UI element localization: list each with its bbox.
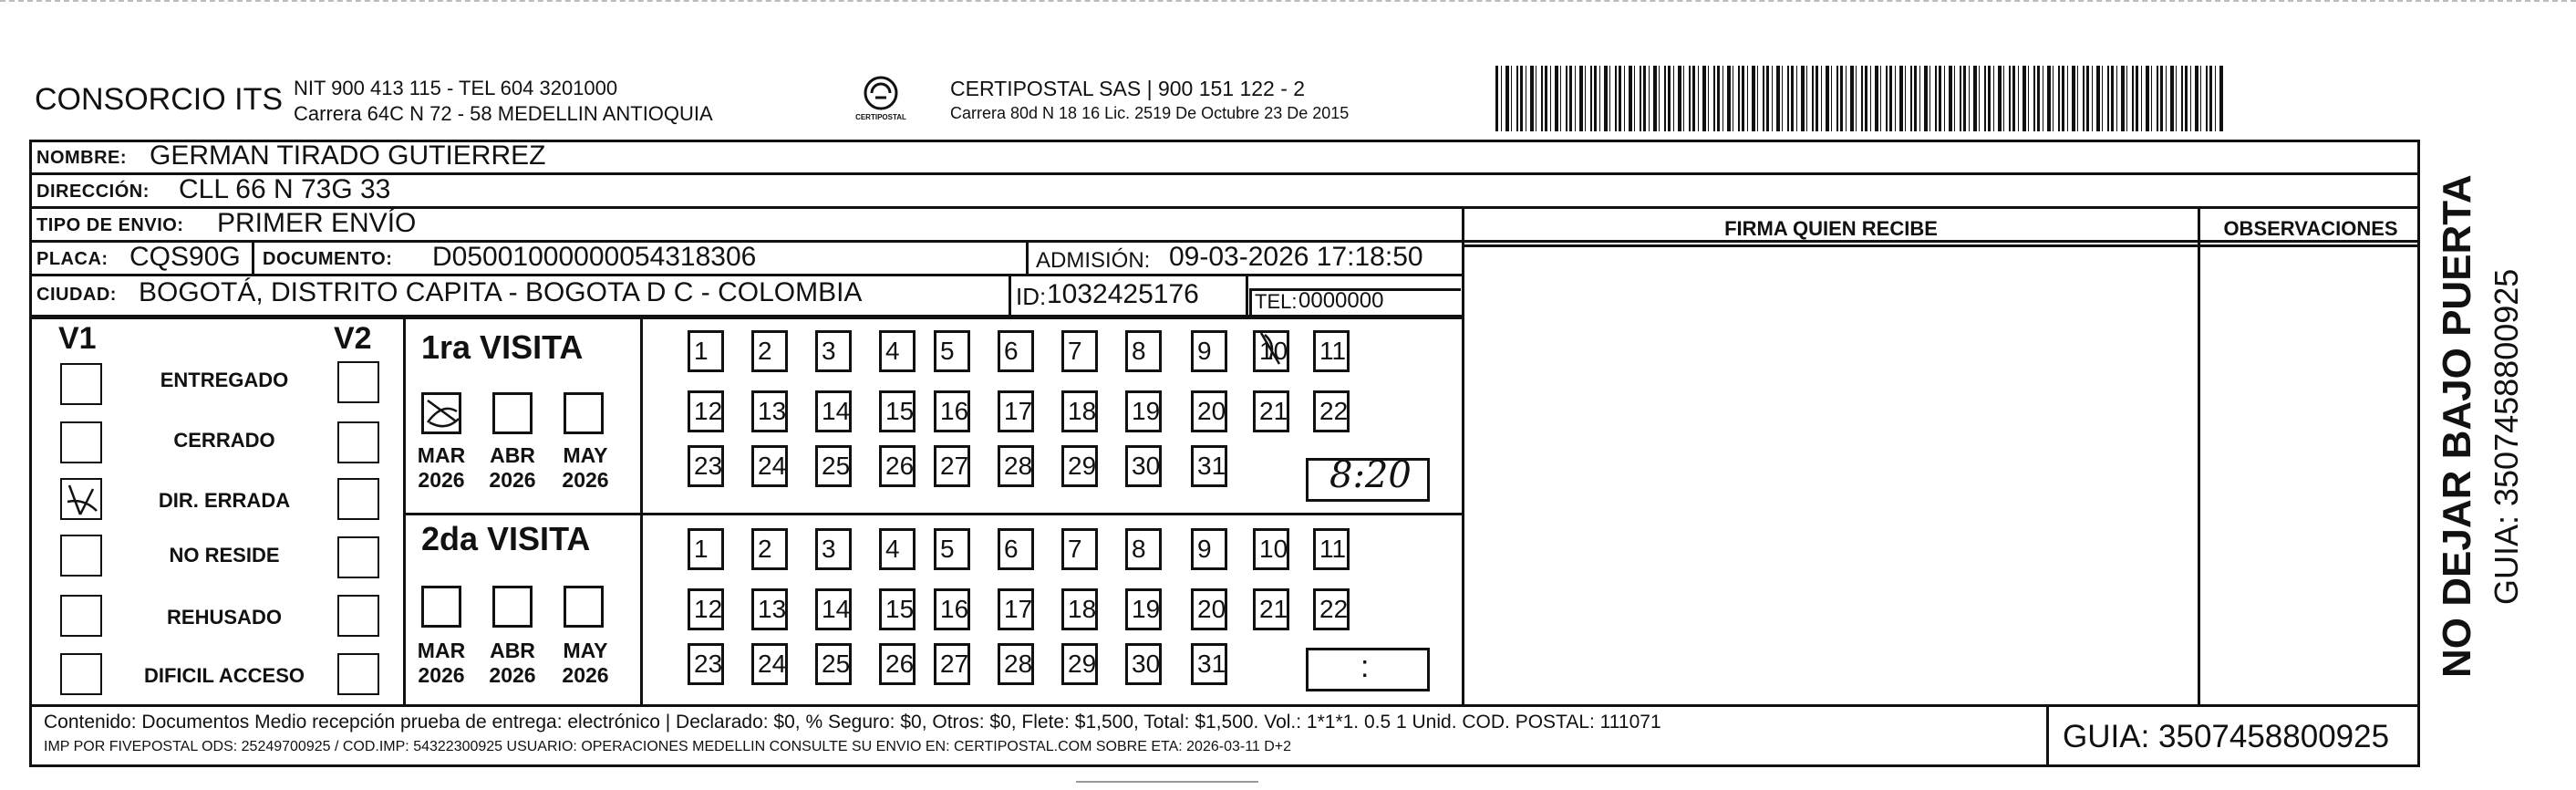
second-visit-month-may: [556, 639, 615, 688]
status-cerrado: CERRADO: [173, 429, 275, 452]
first-visit-day-3[interactable]: 3: [815, 330, 852, 372]
first-visit-day-22[interactable]: 22: [1313, 390, 1350, 432]
first-visit-day-4[interactable]: 4: [879, 330, 916, 372]
first-visit-day-26[interactable]: 26: [879, 445, 916, 487]
first-visit-day-16[interactable]: 16: [934, 390, 970, 432]
second-visit-day-25[interactable]: 25: [815, 643, 852, 685]
second-visit-day-14[interactable]: 14: [815, 588, 852, 630]
month-year: 2026: [562, 663, 609, 687]
month-year: 2026: [418, 663, 465, 687]
v2-checkbox-dificil-acceso[interactable]: [337, 653, 379, 695]
month-year: 2026: [489, 663, 536, 687]
v1-checkbox-dificil-acceso[interactable]: [60, 653, 102, 695]
col-line: [1009, 274, 1011, 315]
first-visit-day-9[interactable]: 9: [1191, 330, 1227, 372]
handwritten-check-mark: [62, 480, 100, 518]
first-visit-day-12[interactable]: 12: [688, 390, 724, 432]
second-visit-time-placeholder: :: [1360, 650, 1370, 684]
first-visit-month-mar: [412, 443, 471, 493]
second-visit-day-27[interactable]: 27: [934, 643, 970, 685]
first-visit-day-6[interactable]: 6: [998, 330, 1034, 372]
v1-checkbox-no-reside[interactable]: [60, 535, 102, 577]
second-visit-day-16[interactable]: 16: [934, 588, 970, 630]
row-line: [29, 274, 1464, 276]
second-visit-month-checkbox-may[interactable]: [564, 586, 604, 628]
status-dir-errada: DIR. ERRADA: [158, 489, 291, 512]
first-visit-day-5[interactable]: 5: [934, 330, 970, 372]
v1-header: V1: [58, 321, 97, 356]
tipo-envio-value: PRIMER ENVÍO: [217, 208, 417, 238]
certipostal-logo-text: CERTIPOSTAL: [855, 113, 906, 121]
month-name: MAY: [563, 443, 608, 467]
second-visit-title: 2da VISITA: [421, 520, 591, 557]
second-visit-day-4[interactable]: 4: [879, 528, 916, 570]
direccion-value: CLL 66 N 73G 33: [179, 174, 391, 204]
company-address: Carrera 64C N 72 - 58 MEDELLIN ANTIOQUIA: [294, 102, 713, 125]
first-visit-day-30[interactable]: 30: [1125, 445, 1162, 487]
first-visit-day-18[interactable]: 18: [1061, 390, 1098, 432]
first-visit-day-14[interactable]: 14: [815, 390, 852, 432]
second-visit-day-15[interactable]: 15: [879, 588, 916, 630]
second-visit-day-17[interactable]: 17: [998, 588, 1034, 630]
v2-checkbox-dir-errada[interactable]: [337, 478, 379, 520]
month-name: MAR: [417, 443, 466, 467]
first-visit-time-handwritten: 8:20: [1329, 454, 1412, 496]
month-name: MAY: [563, 639, 608, 662]
second-visit-day-13[interactable]: 13: [751, 588, 788, 630]
placa-value: CQS90G: [129, 242, 241, 272]
second-visit-month-mar: [412, 639, 471, 688]
second-visit-day-31[interactable]: 31: [1191, 643, 1227, 685]
first-visit-day-8[interactable]: 8: [1125, 330, 1162, 372]
nombre-value: GERMAN TIRADO GUTIERREZ: [150, 140, 546, 171]
placa-label: PLACA:: [36, 249, 109, 269]
handwritten-check-mark: [424, 395, 462, 433]
second-visit-day-1[interactable]: 1: [688, 528, 724, 570]
first-visit-day-31[interactable]: 31: [1191, 445, 1227, 487]
col-line: [2198, 206, 2200, 704]
second-visit-day-19[interactable]: 19: [1125, 588, 1162, 630]
first-visit-day-19[interactable]: 19: [1125, 390, 1162, 432]
certipostal-line1: CERTIPOSTAL SAS | 900 151 122 - 2: [950, 77, 1306, 100]
col-line: [2046, 704, 2049, 767]
col-line: [1246, 274, 1248, 315]
first-visit-day-20[interactable]: 20: [1191, 390, 1227, 432]
ciudad-value: BOGOTÁ, DISTRITO CAPITA - BOGOTA D C - COLOMBIA: [139, 277, 863, 307]
v1-checkbox-dir-errada[interactable]: [60, 478, 102, 520]
first-visit-title: 1ra VISITA: [421, 328, 584, 366]
second-visit-day-24[interactable]: 24: [751, 643, 788, 685]
footer-print-info: IMP POR FIVEPOSTAL ODS: 25249700925 / COD.IMP: 54322300925 USUARIO: OPERACIONES MEDELLIN CONSULTE SU ENVIO EN: CERTIPOSTAL.COM SOBRE ETA: 2026-03-11 D+2: [44, 739, 1292, 754]
documento-label: DOCUMENTO:: [263, 249, 393, 269]
first-visit-day-11[interactable]: 11: [1313, 330, 1350, 372]
second-visit-day-23[interactable]: 23: [688, 643, 724, 685]
second-visit-day-26[interactable]: 26: [879, 643, 916, 685]
second-visit-day-6[interactable]: 6: [998, 528, 1034, 570]
month-name: ABR: [490, 443, 535, 467]
second-visit-day-29[interactable]: 29: [1061, 643, 1098, 685]
first-visit-month-checkbox-mar[interactable]: [421, 392, 461, 434]
first-visit-month-checkbox-may[interactable]: [564, 392, 604, 434]
v2-checkbox-cerrado[interactable]: [337, 421, 379, 463]
first-visit-day-13[interactable]: 13: [751, 390, 788, 432]
first-visit-day-1[interactable]: 1: [688, 330, 724, 372]
first-visit-day-28[interactable]: 28: [998, 445, 1034, 487]
second-visit-day-9[interactable]: 9: [1191, 528, 1227, 570]
scan-edge-top: [0, 0, 2576, 4]
second-visit-day-20[interactable]: 20: [1191, 588, 1227, 630]
second-visit-day-10[interactable]: 10: [1253, 528, 1289, 570]
side-warning: NO DEJAR BAJO PUERTA: [2435, 174, 2479, 678]
second-visit-day-18[interactable]: 18: [1061, 588, 1098, 630]
id-label: ID:: [1016, 283, 1047, 310]
documento-value: D05001000000054318306: [432, 242, 757, 272]
company-nit: NIT 900 413 115 - TEL 604 3201000: [294, 77, 618, 99]
footer-guia: GUIA: 3507458800925: [2063, 719, 2390, 754]
tipo-envio-label: TIPO DE ENVIO:: [36, 215, 184, 235]
company-name: CONSORCIO ITS: [35, 82, 284, 117]
ciudad-label: CIUDAD:: [36, 285, 117, 305]
first-visit-day-17[interactable]: 17: [998, 390, 1034, 432]
barcode: [1495, 66, 2225, 131]
first-visit-month-checkbox-abr[interactable]: [492, 392, 533, 434]
footer-content-line: Contenido: Documentos Medio recepción prueba de entrega: electrónico | Declarado: $0, % Seguro: $0, Otros: $0, Flete: $1,500, Total: $1,500. Vol.: 1*1*1. 0.5 1 Unid. COD. POSTAL: 111071: [44, 712, 1661, 733]
first-visit-day-10[interactable]: 10: [1253, 330, 1289, 372]
second-visit-month-checkbox-abr[interactable]: [492, 586, 533, 628]
col-line: [252, 240, 254, 274]
first-visit-month-abr: [483, 443, 542, 493]
second-visit-day-28[interactable]: 28: [998, 643, 1034, 685]
second-visit-month-abr: [483, 639, 542, 688]
certipostal-line2: Carrera 80d N 18 16 Lic. 2519 De Octubre 23 De 2015: [950, 104, 1350, 122]
direccion-label: DIRECCIÓN:: [36, 182, 150, 202]
handwritten-check-mark: [1252, 327, 1292, 369]
side-warning-wrap: [2420, 140, 2575, 767]
second-visit-day-21[interactable]: 21: [1253, 588, 1289, 630]
month-name: MAR: [417, 639, 466, 662]
admision-value: 09-03-2026 17:18:50: [1169, 242, 1423, 272]
second-visit-day-5[interactable]: 5: [934, 528, 970, 570]
v2-checkbox-entregado[interactable]: [337, 361, 379, 403]
second-visit-day-2[interactable]: 2: [751, 528, 788, 570]
firma-header: FIRMA QUIEN RECIBE: [1724, 217, 1938, 240]
certipostal-logo: [855, 73, 906, 128]
month-year: 2026: [418, 468, 465, 492]
nombre-label: NOMBRE:: [36, 148, 128, 168]
first-visit-day-25[interactable]: 25: [815, 445, 852, 487]
tel-value: 0000000: [1298, 288, 1384, 313]
first-visit-day-23[interactable]: 23: [688, 445, 724, 487]
v1-checkbox-cerrado[interactable]: [60, 421, 102, 463]
first-visit-day-7[interactable]: 7: [1061, 330, 1098, 372]
status-entregado: ENTREGADO: [160, 369, 289, 391]
second-visit-day-12[interactable]: 12: [688, 588, 724, 630]
scan-edge-bottom: [1076, 781, 1258, 783]
side-guia: GUIA: 3507458800925: [2488, 268, 2525, 605]
col-line: [403, 315, 406, 704]
first-visit-day-15[interactable]: 15: [879, 390, 916, 432]
first-visit-day-29[interactable]: 29: [1061, 445, 1098, 487]
second-visit-day-11[interactable]: 11: [1313, 528, 1350, 570]
second-visit-day-30[interactable]: 30: [1125, 643, 1162, 685]
status-rehusado: REHUSADO: [167, 606, 282, 629]
v2-checkbox-no-reside[interactable]: [337, 536, 379, 578]
tel-label: TEL:: [1255, 290, 1298, 313]
admision-label: ADMISIÓN:: [1036, 248, 1151, 273]
second-visit-day-22[interactable]: 22: [1313, 588, 1350, 630]
observaciones-area[interactable]: [2201, 247, 2420, 704]
observaciones-header: OBSERVACIONES: [2223, 217, 2398, 240]
second-visit-day-3[interactable]: 3: [815, 528, 852, 570]
v1-checkbox-rehusado[interactable]: [60, 595, 102, 637]
row-line: [29, 704, 2420, 707]
v2-checkbox-rehusado[interactable]: [337, 595, 379, 637]
first-visit-month-may: [556, 443, 615, 493]
month-year: 2026: [489, 468, 536, 492]
v1-checkbox-entregado[interactable]: [60, 363, 102, 405]
id-value: 1032425176: [1047, 279, 1199, 309]
firma-area[interactable]: [1464, 247, 2198, 704]
v2-header: V2: [334, 321, 372, 356]
col-line: [1026, 240, 1029, 274]
first-visit-day-2[interactable]: 2: [751, 330, 788, 372]
first-visit-day-21[interactable]: 21: [1253, 390, 1289, 432]
second-visit-month-checkbox-mar[interactable]: [421, 586, 461, 628]
status-dificil-acceso: DIFICIL ACCESO: [143, 664, 305, 687]
status-no-reside: NO RESIDE: [169, 544, 280, 567]
first-visit-day-24[interactable]: 24: [751, 445, 788, 487]
first-visit-day-27[interactable]: 27: [934, 445, 970, 487]
second-visit-day-8[interactable]: 8: [1125, 528, 1162, 570]
month-year: 2026: [562, 468, 609, 492]
second-visit-day-7[interactable]: 7: [1061, 528, 1098, 570]
month-name: ABR: [490, 639, 535, 662]
